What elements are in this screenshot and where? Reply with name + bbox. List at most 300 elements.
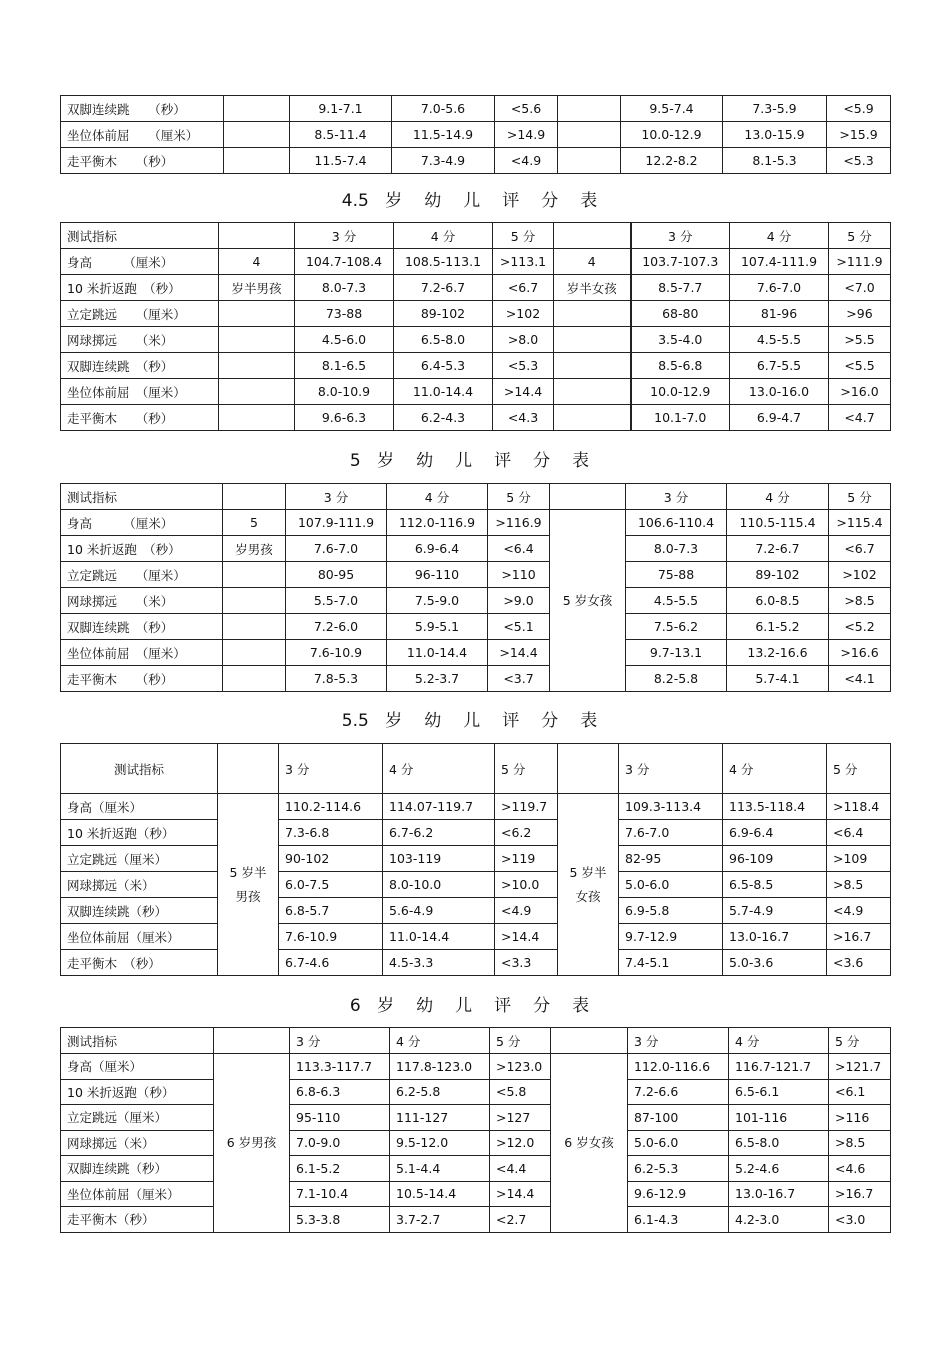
girl-group-cell [554, 379, 631, 405]
score-cell: 81-96 [730, 301, 829, 327]
score-cell: 6.9-4.7 [730, 405, 829, 431]
row-label: 立定跳远（厘米） [61, 846, 218, 872]
score-cell: 13.2-16.6 [727, 640, 829, 666]
column-header-5: 5 分 [493, 223, 554, 249]
column-header-3: 3 分 [619, 744, 723, 794]
score-cell: 6.5-8.0 [394, 327, 493, 353]
score-cell: 9.1-7.1 [290, 96, 392, 122]
score-cell: <4.4 [490, 1156, 551, 1182]
score-cell: 8.5-7.7 [631, 275, 730, 301]
score-cell: >8.5 [827, 872, 891, 898]
score-cell: 11.0-14.4 [387, 640, 488, 666]
score-cell: >116 [829, 1105, 891, 1131]
score-cell: 82-95 [619, 846, 723, 872]
score-cell: 110.2-114.6 [279, 794, 383, 820]
score-cell: 95-110 [290, 1105, 390, 1131]
title-char: 儿 [463, 191, 481, 211]
score-cell: 8.2-5.8 [626, 666, 727, 692]
title-char: 儿 [463, 711, 481, 731]
row-label: 双脚连续跳（秒） [61, 1156, 214, 1182]
score-cell: 6.1-4.3 [628, 1207, 729, 1233]
score-cell: 6.7-4.6 [279, 950, 383, 976]
score-cell: 6.2-5.8 [390, 1079, 490, 1105]
score-cell: <6.7 [829, 536, 891, 562]
row-label: 坐位体前屈 （厘米） [61, 122, 224, 148]
girl-group-label-line: 5 岁女孩 [562, 592, 613, 608]
score-cell: >15.9 [827, 122, 891, 148]
column-header-5: 5 分 [829, 223, 891, 249]
score-cell: 8.0-7.3 [295, 275, 394, 301]
score-cell: 8.1-5.3 [723, 148, 827, 174]
score-cell: 7.5-6.2 [626, 614, 727, 640]
girl-group-header [554, 223, 631, 249]
column-header-name: 测试指标 [61, 744, 218, 794]
score-cell: 8.5-11.4 [290, 122, 392, 148]
column-header-3: 3 分 [628, 1028, 729, 1054]
score-cell: >8.0 [493, 327, 554, 353]
score-cell: 11.5-7.4 [290, 148, 392, 174]
title-char: 岁 [377, 996, 395, 1016]
score-cell: 5.0-6.0 [628, 1130, 729, 1156]
score-cell: >8.5 [829, 1130, 891, 1156]
score-cell: >109 [827, 846, 891, 872]
row-label: 10 米折返跑 （秒） [61, 275, 219, 301]
score-cell: 6.2-4.3 [394, 405, 493, 431]
table-row [61, 950, 891, 976]
column-header-3: 3 分 [626, 484, 727, 510]
row-label: 身高 （厘米） [61, 249, 219, 275]
table-row [61, 1181, 891, 1207]
score-cell: 8.0-7.3 [626, 536, 727, 562]
score-cell: 4.5-6.0 [295, 327, 394, 353]
score-cell: 13.0-15.9 [723, 122, 827, 148]
score-cell: 104.7-108.4 [295, 249, 394, 275]
table-row [61, 536, 891, 562]
boy-group-label [214, 1054, 290, 1233]
score-cell: 10.0-12.9 [631, 379, 730, 405]
score-cell: <3.6 [827, 950, 891, 976]
column-header-4: 4 分 [723, 744, 827, 794]
row-label: 坐位体前屈（厘米） [61, 924, 218, 950]
table-row [61, 148, 891, 174]
girl-group-label [551, 1054, 628, 1233]
score-cell: 112.0-116.9 [387, 510, 488, 536]
score-cell: 113.5-118.4 [723, 794, 827, 820]
score-cell: 9.6-12.9 [628, 1181, 729, 1207]
score-cell: 87-100 [628, 1105, 729, 1131]
score-cell: 3.5-4.0 [631, 327, 730, 353]
column-header-3: 3 分 [286, 484, 387, 510]
title-char: 岁 [385, 711, 403, 731]
column-header-4: 4 分 [387, 484, 488, 510]
score-cell: <3.7 [488, 666, 550, 692]
score-cell: <5.2 [829, 614, 891, 640]
girl-group-cell [558, 122, 621, 148]
score-cell: >102 [493, 301, 554, 327]
title-char: 幼 [416, 996, 434, 1016]
score-cell: 96-109 [723, 846, 827, 872]
score-cell: 7.2-6.7 [727, 536, 829, 562]
score-cell: >127 [490, 1105, 551, 1131]
table-5 [60, 483, 891, 692]
boy-group-header [218, 744, 279, 794]
title-5 [0, 446, 950, 471]
score-cell: 89-102 [394, 301, 493, 327]
boy-group-header [223, 484, 286, 510]
row-label: 身高（厘米） [61, 794, 218, 820]
score-cell: 80-95 [286, 562, 387, 588]
boy-group-cell [223, 614, 286, 640]
score-cell: >14.4 [495, 924, 558, 950]
row-label: 立定跳远（厘米） [61, 1105, 214, 1131]
boy-group-cell [224, 148, 290, 174]
row-label: 网球掷远（米） [61, 1130, 214, 1156]
score-cell: 9.7-12.9 [619, 924, 723, 950]
girl-group-cell: 岁半女孩 [554, 275, 631, 301]
title-char: 评 [502, 711, 520, 731]
column-header-5: 5 分 [495, 744, 558, 794]
boy-group-label [218, 794, 279, 976]
row-label: 身高 （厘米） [61, 510, 223, 536]
score-cell: 8.5-6.8 [631, 353, 730, 379]
score-cell: 6.8-5.7 [279, 898, 383, 924]
table-row [61, 1156, 891, 1182]
table-row [61, 122, 891, 148]
score-cell: <4.9 [495, 148, 558, 174]
column-header-5: 5 分 [827, 744, 891, 794]
score-cell: 4.2-3.0 [729, 1207, 829, 1233]
table-row [61, 1079, 891, 1105]
score-cell: 6.5-6.1 [729, 1079, 829, 1105]
score-cell: >14.9 [495, 122, 558, 148]
table-5-5 [60, 743, 891, 976]
score-cell: <6.2 [495, 820, 558, 846]
boy-group-cell [219, 301, 295, 327]
title-char: 儿 [455, 451, 473, 471]
table-row [61, 1207, 891, 1233]
title-char: 表 [572, 996, 590, 1016]
girl-group-cell: 4 [554, 249, 631, 275]
title-num: 6 [349, 996, 361, 1016]
score-cell: 7.1-10.4 [290, 1181, 390, 1207]
column-header-name: 测试指标 [61, 484, 223, 510]
score-cell: >12.0 [490, 1130, 551, 1156]
girl-group-cell [554, 353, 631, 379]
score-cell: <4.9 [827, 898, 891, 924]
score-cell: 13.0-16.0 [730, 379, 829, 405]
boy-group-cell [223, 666, 286, 692]
header-row [61, 484, 891, 510]
score-cell: 5.0-6.0 [619, 872, 723, 898]
score-cell: >14.4 [490, 1181, 551, 1207]
score-cell: >16.7 [827, 924, 891, 950]
score-cell: 108.5-113.1 [394, 249, 493, 275]
score-cell: <5.3 [493, 353, 554, 379]
row-label: 网球掷远（米） [61, 872, 218, 898]
score-cell: 5.6-4.9 [383, 898, 495, 924]
score-cell: 5.0-3.6 [723, 950, 827, 976]
boy-group-label-line: 6 岁男孩 [226, 1134, 277, 1150]
score-cell: 13.0-16.7 [729, 1181, 829, 1207]
score-cell: 7.3-5.9 [723, 96, 827, 122]
score-cell: >16.7 [829, 1181, 891, 1207]
boy-group-label-line: 5 岁半 [229, 864, 267, 880]
score-cell: >123.0 [490, 1054, 551, 1080]
boy-group-cell: 5 [223, 510, 286, 536]
title-char: 表 [580, 711, 598, 731]
score-cell: 8.0-10.9 [295, 379, 394, 405]
title-4-5 [0, 186, 950, 211]
score-cell: 7.4-5.1 [619, 950, 723, 976]
score-cell: <6.4 [827, 820, 891, 846]
score-cell: 112.0-116.6 [628, 1054, 729, 1080]
table-row [61, 924, 891, 950]
boy-group-cell [223, 588, 286, 614]
score-cell: 7.2-6.6 [628, 1079, 729, 1105]
score-cell: 7.2-6.0 [286, 614, 387, 640]
column-header-4: 4 分 [394, 223, 493, 249]
title-char: 表 [580, 191, 598, 211]
title-num: 4.5 [341, 191, 369, 211]
girl-group-cell [558, 148, 621, 174]
score-cell: 5.3-3.8 [290, 1207, 390, 1233]
row-label: 坐位体前屈 （厘米） [61, 379, 219, 405]
boy-group-cell: 岁半男孩 [219, 275, 295, 301]
score-cell: 6.0-7.5 [279, 872, 383, 898]
girl-group-cell [554, 405, 631, 431]
score-cell: >9.0 [488, 588, 550, 614]
table-row [61, 666, 891, 692]
column-header-3: 3 分 [279, 744, 383, 794]
boy-group-cell: 4 [219, 249, 295, 275]
column-header-3: 3 分 [631, 223, 730, 249]
girl-group-label [550, 510, 626, 692]
row-label: 立定跳远 （厘米） [61, 301, 219, 327]
score-cell: 5.9-5.1 [387, 614, 488, 640]
score-cell: >119.7 [495, 794, 558, 820]
score-cell: >116.9 [488, 510, 550, 536]
column-header-name: 测试指标 [61, 1028, 214, 1054]
title-char: 评 [502, 191, 520, 211]
girl-group-cell [554, 327, 631, 353]
score-cell: 106.6-110.4 [626, 510, 727, 536]
table-row [61, 562, 891, 588]
score-cell: >16.0 [829, 379, 891, 405]
score-cell: 110.5-115.4 [727, 510, 829, 536]
table-row [61, 353, 891, 379]
score-cell: >119 [495, 846, 558, 872]
girl-group-label-line: 女孩 [575, 888, 601, 904]
score-cell: 8.0-10.0 [383, 872, 495, 898]
table-row [61, 1105, 891, 1131]
score-cell: <7.0 [829, 275, 891, 301]
score-cell: >8.5 [829, 588, 891, 614]
score-cell: 90-102 [279, 846, 383, 872]
score-cell: <6.4 [488, 536, 550, 562]
score-cell: 10.5-14.4 [390, 1181, 490, 1207]
score-cell: 11.0-14.4 [394, 379, 493, 405]
column-header-4: 4 分 [730, 223, 829, 249]
title-num: 5.5 [341, 711, 369, 731]
title-char: 岁 [385, 191, 403, 211]
table-row [61, 379, 891, 405]
score-cell: 7.6-10.9 [279, 924, 383, 950]
score-cell: 11.5-14.9 [392, 122, 495, 148]
score-cell: 6.5-8.0 [729, 1130, 829, 1156]
table-row [61, 327, 891, 353]
column-header-name: 测试指标 [61, 223, 219, 249]
row-label: 双脚连续跳 （秒） [61, 96, 224, 122]
title-char: 岁 [377, 451, 395, 471]
score-cell: >113.1 [493, 249, 554, 275]
score-cell: <5.6 [495, 96, 558, 122]
table-row [61, 872, 891, 898]
score-cell: 8.1-6.5 [295, 353, 394, 379]
score-cell: <4.7 [829, 405, 891, 431]
boy-group-cell [219, 327, 295, 353]
row-label: 10 米折返跑（秒） [61, 1079, 214, 1105]
score-cell: 10.1-7.0 [631, 405, 730, 431]
score-cell: 103-119 [383, 846, 495, 872]
score-cell: 96-110 [387, 562, 488, 588]
row-label: 双脚连续跳 （秒） [61, 353, 219, 379]
score-cell: 5.7-4.1 [727, 666, 829, 692]
header-row [61, 744, 891, 794]
boy-group-cell [219, 405, 295, 431]
score-cell: 7.2-6.7 [394, 275, 493, 301]
score-cell: 5.2-3.7 [387, 666, 488, 692]
boy-group-cell [224, 96, 290, 122]
score-cell: <5.8 [490, 1079, 551, 1105]
row-label: 网球掷远 （米） [61, 588, 223, 614]
score-cell: 4.5-5.5 [730, 327, 829, 353]
table-row [61, 275, 891, 301]
title-char: 表 [572, 451, 590, 471]
row-label: 走平衡木 （秒） [61, 405, 219, 431]
score-cell: <5.3 [827, 148, 891, 174]
score-cell: <4.1 [829, 666, 891, 692]
table-row [61, 1130, 891, 1156]
title-char: 儿 [455, 996, 473, 1016]
table-row [61, 249, 891, 275]
score-cell: 4.5-3.3 [383, 950, 495, 976]
score-cell: >10.0 [495, 872, 558, 898]
score-cell: 109.3-113.4 [619, 794, 723, 820]
boy-group-cell [224, 122, 290, 148]
score-cell: <6.7 [493, 275, 554, 301]
girl-group-label-line: 6 岁女孩 [564, 1134, 614, 1150]
score-cell: 5.7-4.9 [723, 898, 827, 924]
boy-group-cell [219, 353, 295, 379]
girl-group-label-line: 5 岁半 [569, 864, 607, 880]
row-label: 走平衡木 （秒） [61, 950, 218, 976]
table-row [61, 405, 891, 431]
score-cell: >115.4 [829, 510, 891, 536]
score-cell: >5.5 [829, 327, 891, 353]
score-cell: 6.2-5.3 [628, 1156, 729, 1182]
score-cell: >14.4 [488, 640, 550, 666]
row-label: 双脚连续跳（秒） [61, 898, 218, 924]
girl-group-header [550, 484, 626, 510]
column-header-4: 4 分 [383, 744, 495, 794]
boy-group-cell [223, 562, 286, 588]
table-row [61, 614, 891, 640]
title-char: 幼 [424, 711, 442, 731]
column-header-5: 5 分 [829, 484, 891, 510]
row-label: 双脚连续跳 （秒） [61, 614, 223, 640]
column-header-5: 5 分 [490, 1028, 551, 1054]
column-header-3: 3 分 [290, 1028, 390, 1054]
score-cell: 5.1-4.4 [390, 1156, 490, 1182]
score-cell: 6.4-5.3 [394, 353, 493, 379]
score-cell: 6.8-6.3 [290, 1079, 390, 1105]
title-6 [0, 991, 950, 1016]
score-cell: 4.5-5.5 [626, 588, 727, 614]
score-cell: 9.5-7.4 [621, 96, 723, 122]
table-row [61, 510, 891, 536]
row-label: 走平衡木（秒） [61, 1207, 214, 1233]
score-cell: 111-127 [390, 1105, 490, 1131]
table-row [61, 588, 891, 614]
score-cell: 6.7-6.2 [383, 820, 495, 846]
score-cell: 6.9-6.4 [723, 820, 827, 846]
score-cell: 114.07-119.7 [383, 794, 495, 820]
score-cell: 7.5-9.0 [387, 588, 488, 614]
title-char: 分 [533, 451, 551, 471]
score-cell: 103.7-107.3 [631, 249, 730, 275]
boy-group-header [219, 223, 295, 249]
title-num: 5 [349, 451, 361, 471]
table-row [61, 820, 891, 846]
row-label: 身高（厘米） [61, 1054, 214, 1080]
column-header-5: 5 分 [829, 1028, 891, 1054]
row-label: 立定跳远 （厘米） [61, 562, 223, 588]
table-row [61, 846, 891, 872]
row-label: 走平衡木 （秒） [61, 666, 223, 692]
girl-group-cell [554, 301, 631, 327]
score-cell: 6.1-5.2 [290, 1156, 390, 1182]
score-cell: 13.0-16.7 [723, 924, 827, 950]
title-char: 分 [541, 191, 559, 211]
score-cell: <4.6 [829, 1156, 891, 1182]
score-cell: <3.3 [495, 950, 558, 976]
score-cell: 107.4-111.9 [730, 249, 829, 275]
score-cell: 6.7-5.5 [730, 353, 829, 379]
boy-group-label-line: 男孩 [235, 888, 261, 904]
table-row [61, 640, 891, 666]
score-cell: 11.0-14.4 [383, 924, 495, 950]
score-cell: 6.9-6.4 [387, 536, 488, 562]
score-cell: 75-88 [626, 562, 727, 588]
girl-group-header [551, 1028, 628, 1054]
score-cell: <5.9 [827, 96, 891, 122]
score-cell: >96 [829, 301, 891, 327]
score-cell: 5.5-7.0 [286, 588, 387, 614]
column-header-5: 5 分 [488, 484, 550, 510]
table-row [61, 794, 891, 820]
title-char: 评 [494, 996, 512, 1016]
score-cell: >16.6 [829, 640, 891, 666]
score-cell: 9.6-6.3 [295, 405, 394, 431]
score-cell: >102 [829, 562, 891, 588]
title-5-5 [0, 706, 950, 731]
score-cell: >121.7 [829, 1054, 891, 1080]
score-cell: <5.1 [488, 614, 550, 640]
table-row [61, 1054, 891, 1080]
score-cell: 7.6-10.9 [286, 640, 387, 666]
score-cell: 7.3-6.8 [279, 820, 383, 846]
row-label: 10 米折返跑（秒） [61, 820, 218, 846]
